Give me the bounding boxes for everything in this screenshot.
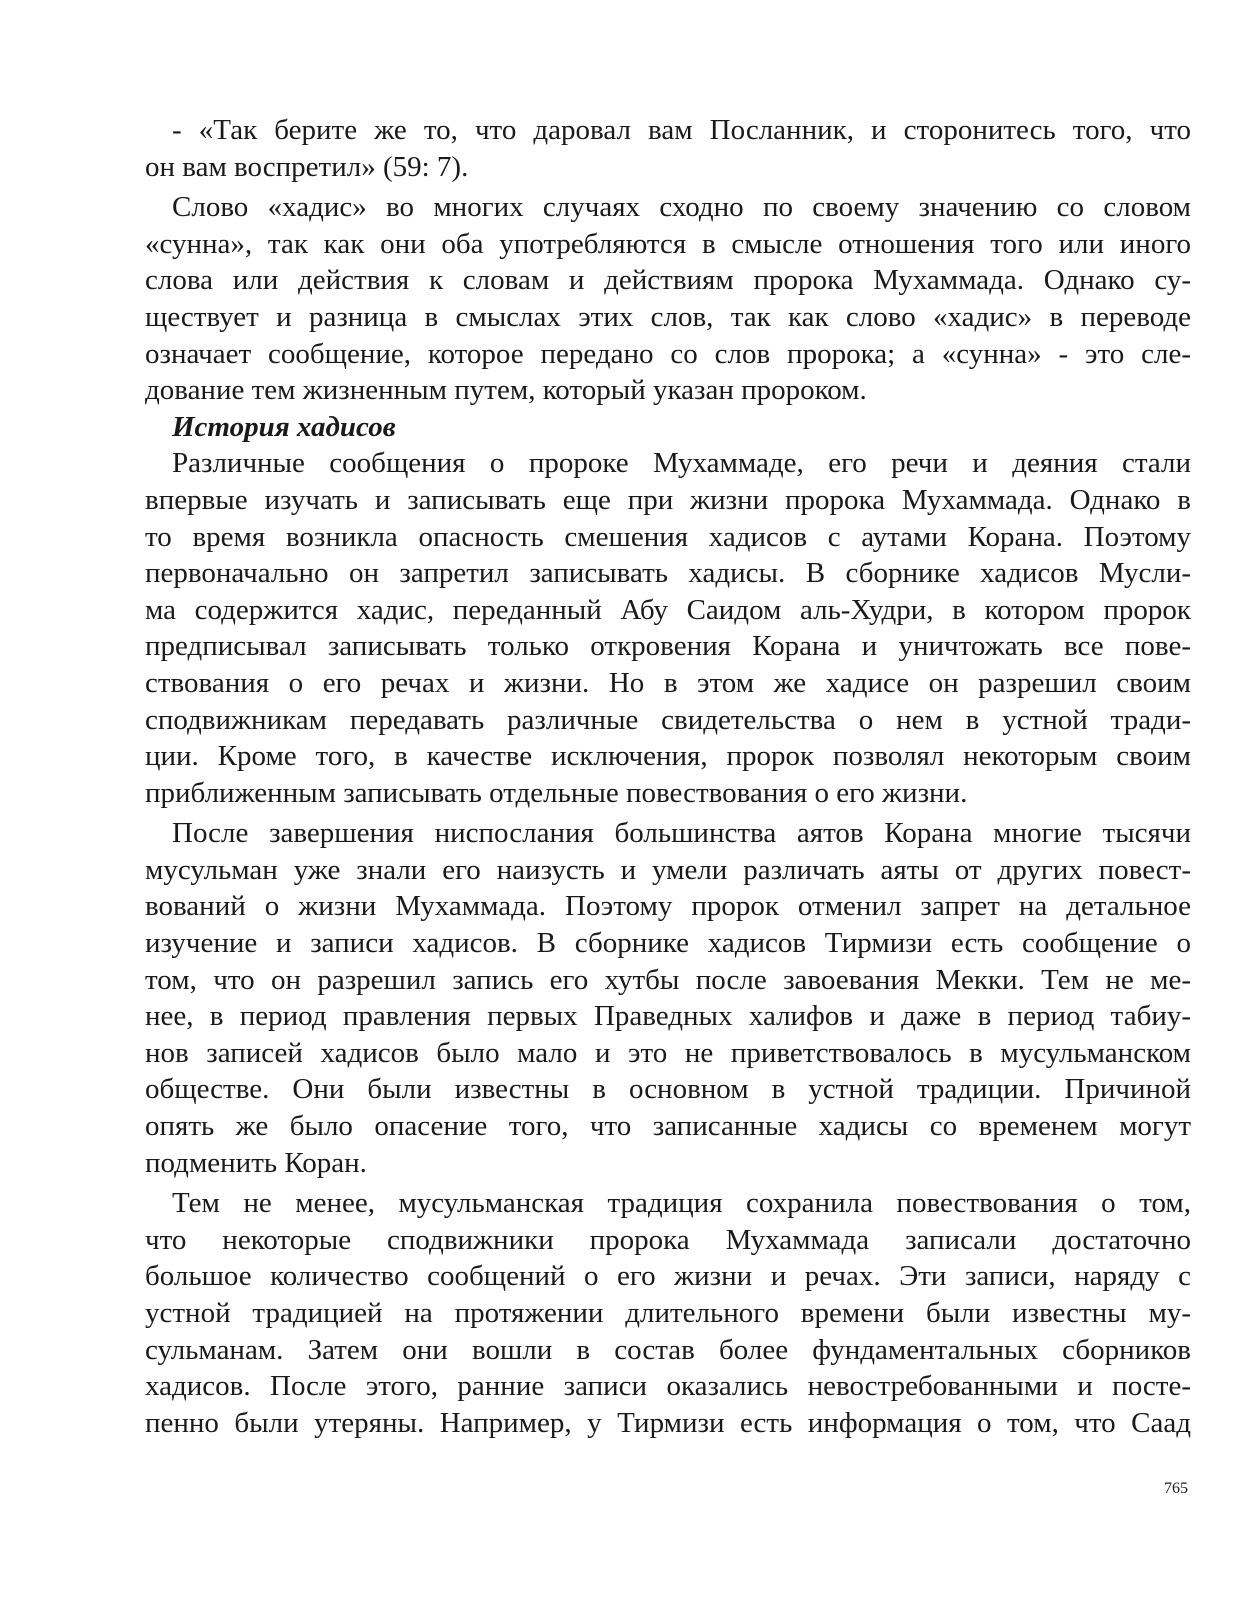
text-line: предписывал записывать только откровения Корана и уничтожать все пове- [145,630,1191,663]
section-heading [145,409,1191,446]
paragraph [145,1185,1191,1441]
text-line: сульманам. Затем они вошли в состав более фундаментальных сборников [145,1333,1191,1366]
body-text [145,112,1191,1441]
text-line: нов записей хадисов было мало и это не приветствовалось в мусульманском [145,1036,1191,1069]
text-line: слова или действия к словам и действиям пророка Мухаммада. Однако су- [145,264,1191,297]
text-line: означает сообщение, которое передано со слов пророка; а «сунна» - это сле- [145,337,1191,370]
text-line: ции. Кроме того, в качестве исключения, пророк позволял некоторым своим [145,740,1191,773]
text-line: вований о жизни Мухаммада. Поэтому пророк отменил запрет на детальное [145,890,1191,923]
text-line: что некоторые сподвижники пророка Мухаммада записали достаточно [145,1223,1191,1256]
document-page [145,112,1191,1441]
text-line: первоначально он запретил записывать хадисы. В сборнике хадисов Мусли- [145,557,1191,590]
text-line: то время возникла опасность смешения хадисов с аутами Корана. Поэтому [145,520,1191,553]
page-number: 765 [1164,1480,1188,1497]
text-line: большое количество сообщений о его жизни и речах. Эти записи, наряду с [145,1260,1191,1293]
text-line: ствования о его речах и жизни. Но в этом же хадисе он разрешил своим [145,666,1191,699]
text-line: ществует и разница в смыслах этих слов, так как слово «хадис» в переводе [145,300,1191,333]
text-line: подменить Коран. [145,1146,367,1179]
text-line: сподвижникам передавать различные свидетельства о нем в устной тради- [145,703,1191,736]
text-line: пенно были утеряны. Например, у Тирмизи есть информация о том, что Саад [145,1406,1191,1439]
paragraph [145,445,1191,811]
text-line: изучение и записи хадисов. В сборнике хадисов Тирмизи есть сообщение о [145,927,1191,960]
text-line: Различные сообщения о пророке Мухаммаде, его речи и деяния стали [172,447,1191,480]
text-line: ма содержится хадис, переданный Абу Саидом аль-Худри, в котором пророк [145,593,1191,626]
text-line: опять же было опасение того, что записанные хадисы со временем могут [145,1110,1191,1143]
text-line: он вам воспретил» (59: 7). [145,150,469,183]
text-line: дование тем жизненным путем, который указан пророком. [145,374,867,407]
text-line: Слово «хадис» во многих случаях сходно по своему значению со словом [172,191,1191,224]
text-line: хадисов. После этого, ранние записи оказались невостребованными и посте- [145,1370,1191,1403]
text-line: - «Так берите же то, что даровал вам Посланник, и сторонитесь того, что [172,114,1191,146]
paragraph [145,815,1191,1181]
heading-line: История хадисов [172,410,396,443]
text-line: приближенным записывать отдельные повествования о его жизни. [145,776,968,809]
text-line: После завершения ниспослания большинства аятов Корана многие тысячи [172,817,1191,850]
paragraph [145,189,1191,409]
paragraph [145,112,1191,185]
text-line: мусульман уже знали его наизусть и умели различать аяты от других повест- [145,853,1191,886]
text-line: нее, в период правления первых Праведных халифов и даже в период табиу- [145,1000,1191,1033]
text-line: обществе. Они были известны в основном в устной традиции. Причиной [145,1073,1191,1106]
text-line: устной традицией на протяжении длительного времени были известны му- [145,1297,1191,1329]
text-line: «сунна», так как они оба употребляются в смысле отношения того или иного [145,227,1191,260]
text-line: том, что он разрешил запись его хутбы после завоевания Мекки. Тем не ме- [145,963,1191,996]
text-line: Тем не менее, мусульманская традиция сохранила повествования о том, [172,1187,1191,1220]
text-line: впервые изучать и записывать еще при жизни пророка Мухаммада. Однако в [145,483,1191,516]
